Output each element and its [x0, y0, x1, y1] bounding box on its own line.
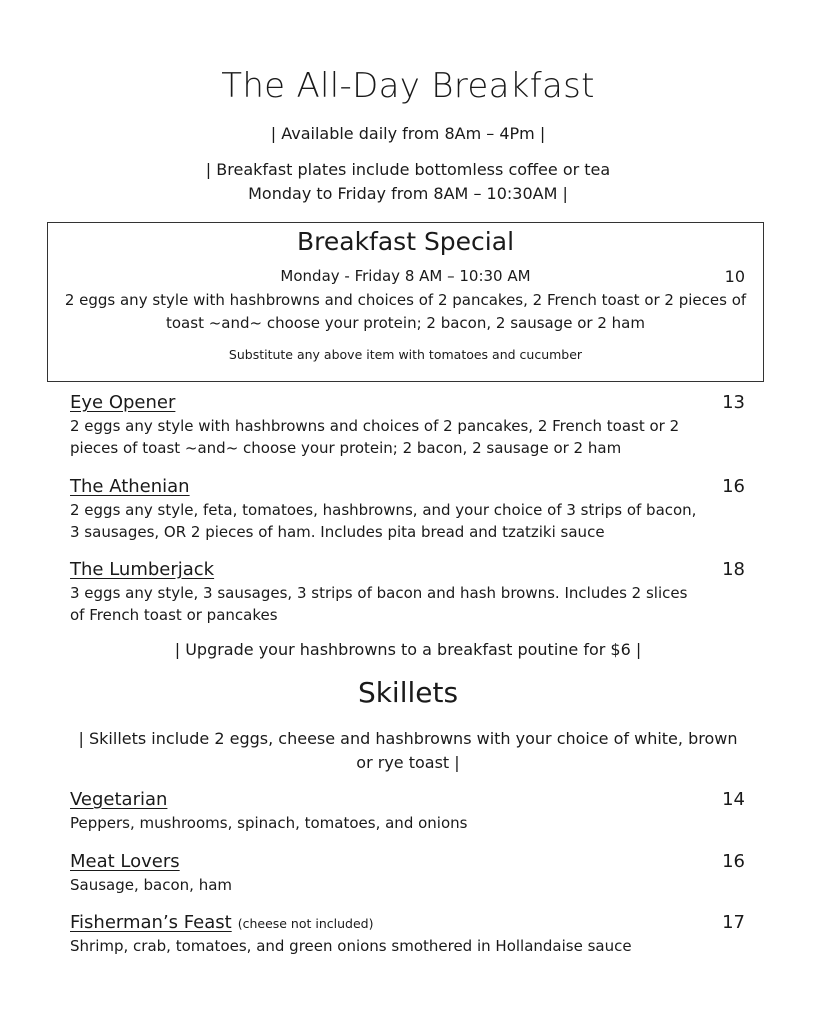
item-name: Vegetarian [70, 789, 168, 810]
item-price: 16 [722, 476, 745, 497]
item-price: 16 [722, 851, 745, 872]
menu-title: The All-Day Breakfast [221, 66, 595, 106]
item-description: Peppers, mushrooms, spinach, tomatoes, and onions [70, 814, 468, 832]
item-name: The Lumberjack [70, 559, 215, 580]
special-substitute-note: Substitute any above item with tomatoes and cucumber [228, 347, 583, 362]
special-hours: Monday - Friday 8 AM – 10:30 AM [280, 267, 531, 285]
menu-item-vegetarian [70, 789, 745, 834]
menu-item-fishermans-feast [70, 912, 745, 957]
item-price: 18 [722, 559, 745, 580]
item-name: Fisherman’s Feast [70, 912, 232, 933]
item-price: 17 [722, 912, 745, 933]
item-description: 2 eggs any style with hashbrowns and choices of 2 pancakes, 2 French toast or 2 pieces of toast ~and~ choose your protein; 2 bacon, 2 sausage or 2 ham [70, 417, 680, 457]
availability-note: | Available daily from 8Am – 4Pm | [270, 124, 546, 143]
skillets-heading: Skillets [357, 676, 459, 709]
item-description: Shrimp, crab, tomatoes, and green onions smothered in Hollandaise sauce [70, 937, 632, 955]
item-note: (cheese not included) [237, 916, 374, 931]
item-price: 14 [722, 789, 745, 810]
plates-note-line2: Monday to Friday from 8AM – 10:30AM | [248, 184, 568, 203]
skillets-note: | Skillets include 2 eggs, cheese and hashbrowns with your choice of white, brown or rye toast | [78, 729, 738, 772]
breakfast-special-box [47, 222, 764, 382]
menu-item-the-lumberjack [70, 559, 745, 626]
menu-item-meat-lovers [70, 851, 745, 896]
item-description: 3 eggs any style, 3 sausages, 3 strips of bacon and hash browns. Includes 2 slices of French toast or pancakes [70, 584, 688, 624]
item-name: Eye Opener [70, 392, 176, 413]
plates-note-line1: | Breakfast plates include bottomless coffee or tea [205, 160, 611, 179]
plates-note [0, 158, 816, 206]
menu-item-eye-opener [70, 392, 745, 459]
item-description: Sausage, bacon, ham [70, 876, 233, 894]
menu-item-the-athenian [70, 476, 745, 543]
special-price: 10 [724, 267, 745, 286]
special-title: Breakfast Special [296, 227, 515, 256]
special-description: 2 eggs any style with hashbrowns and choices of 2 pancakes, 2 French toast or 2 pieces of toast ~and~ choose your protein; 2 bacon, 2 sausage or 2 ham [64, 291, 747, 332]
item-description: 2 eggs any style, feta, tomatoes, hashbrowns, and your choice of 3 strips of bacon, 3 sausages, OR 2 pieces of ham. Includes pita bread and tzatziki sauce [70, 501, 697, 541]
item-name: The Athenian [70, 476, 190, 497]
item-price: 13 [722, 392, 745, 413]
item-name: Meat Lovers [70, 851, 180, 872]
upgrade-note: | Upgrade your hashbrowns to a breakfast poutine for $6 | [174, 640, 642, 659]
